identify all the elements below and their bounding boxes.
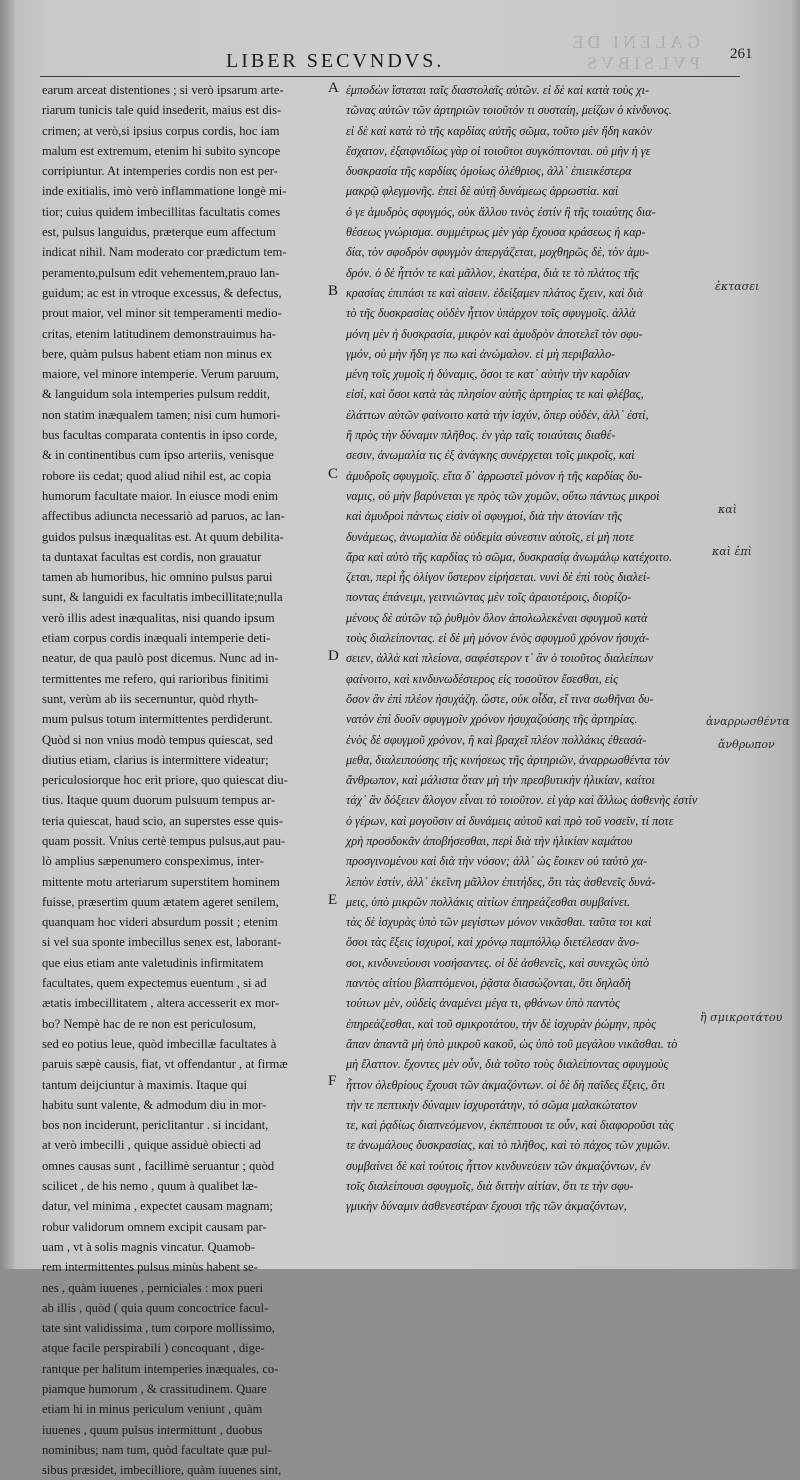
greek-text-line: σειεν, ἀλλὰ καὶ πλείονα, σαφέστερον τ᾽ ἂν ὁ τοιοῦτος διαλείπων <box>346 651 654 666</box>
greek-text-line: φαίνοιτο, καὶ κινδυνωδέστερος εἰς τοσοῦτον ἔσεσθαι, εἰς <box>346 671 619 686</box>
greek-text-line: δυνάμεως, ἀνωμαλία δὲ οὐδεμία σύνεστιν αὐτοῖς, εἰ μὴ ποτε <box>346 529 634 544</box>
latin-text-line: tamen ab humoribus, hic omnino pulsus parui <box>42 570 273 585</box>
margin-note-6: ἢ σμικροτάτου <box>700 1011 783 1024</box>
latin-text-line: teria quiescat, haud scio, an superstes esse quis- <box>42 813 283 828</box>
greek-text-line: μεις, ὑπὸ μικρῶν πολλάκις αἰτίων ἐπηρεάζεσθαι συμβαίνει. <box>346 894 631 909</box>
greek-text-line: μένους δὲ αὐτῶν τῷ ῥυθμὸν ὅλον ἀπολωλεκέναι σφυγμοῦ κατὰ <box>346 610 648 625</box>
greek-text-line: τε ἀνωμάλους δυσκρασίας, καὶ τὸ πλῆθος, καὶ τὸ πάχος τῶν χυμῶν. <box>346 1138 671 1153</box>
margin-note-5: ἄνθρωπον <box>718 738 775 751</box>
section-marker-e: E <box>328 892 338 908</box>
latin-text-line: crimen; at verò,si ipsius corpus cordis, hoc iam <box>42 123 280 138</box>
section-marker-f: F <box>328 1073 337 1089</box>
latin-text-line: nominibus; nam tum, quòd facultate quæ pul- <box>42 1442 272 1457</box>
latin-column <box>42 80 326 1480</box>
greek-text-line: τε, καὶ ῥᾳδίως διαπνεόμενον, ἐκπέπτουσι τε οὖν, καὶ διαφοροῦσι τὰς <box>346 1118 674 1133</box>
greek-text-line: ποντας ἐπάνειμι, γειτνιῶντας μὲν τοῖς ἀραιοτέροις, διορίζο- <box>346 590 632 605</box>
section-marker-c: C <box>328 466 339 482</box>
page-edge <box>790 0 800 1269</box>
greek-text-line: νατὸν ἐπὶ δυοῖν σφυγμοῖν χρόνον ἡσυχαζούσης τῆς ἀρτηρίας. <box>346 712 638 727</box>
latin-text-line: que eius etiam ante valetudinis infirmitatem <box>42 955 264 970</box>
latin-text-line: guidos pulsus inæqualitas est. At quum debilita- <box>42 529 284 544</box>
latin-text-line: piamque humorum , & crassitudinem. Quare <box>42 1382 267 1396</box>
latin-text-line: prout maior, vel minor sit temperamenti medio- <box>42 306 282 321</box>
header-rule <box>40 76 740 77</box>
greek-text-line: ἅπαν ἀπαντᾶ μὴ ὑπὸ μικροῦ κακοῦ, ὡς ὑπὸ τοῦ μεγάλου νικᾶσθαι. τὸ <box>346 1036 678 1051</box>
greek-text-line: ἐλάττων αὐτῶν φαίνοιτο κατὰ τὴν ἰσχύν, ὅπερ οὐδέν, ἀλλ᾽ ἐστί, <box>346 407 649 422</box>
greek-text-line: ἢ πρὸς τὴν δύναμιν πλῆθος. ἐν γὰρ ταῖς τοιαύταις διαθέ- <box>346 428 616 443</box>
greek-text-line: ὁ γέρων, καὶ μογοῦσιν αἱ δυνάμεις αὐτοῦ καὶ πρὸ τοῦ νοσεῖν, τί ποτε <box>346 813 674 828</box>
latin-text-line: guidum; ac est in vtroque excessus, & defectus, <box>42 285 282 300</box>
greek-column <box>346 80 698 1217</box>
greek-text-line: καὶ ἀμυδροὶ πάντως εἰσὶν οἱ σφυγμοί, διὰ τὴν ἀτονίαν τῆς <box>346 509 623 524</box>
greek-text-line: ἐπηρεάζεσθαι, καὶ τοῦ σμικροτάτου, τὴν δὲ ἰσχυρὰν ῥώμην, πρὸς <box>346 1016 657 1031</box>
latin-text-line: bus facultas comparata contentis in ipso corde, <box>42 428 278 443</box>
latin-text-line: & languidum sola intemperies pulsum reddit, <box>42 387 271 402</box>
latin-text-line: mittente motu arteriarum superstitem hominem <box>42 874 280 889</box>
greek-text-line: ὅσοι τὰς ἕξεις ἰσχυροί, καὶ χρόνῳ παμπόλλῳ διετέλεσαν ἄνο- <box>346 935 640 950</box>
section-marker-b: B <box>328 283 339 299</box>
latin-text-line: quam possit. Vnius certè tempus pulsus,aut pau- <box>42 833 286 848</box>
greek-text-line: μένη τοῖς χυμοῖς ἡ δύναμις, ὅσοι τε κατ᾽ αὐτὴν τὴν καρδίαν <box>346 367 630 382</box>
latin-text-line: sunt, & languidi ex facultatis imbecillitate;nulla <box>42 590 283 605</box>
greek-text-line: ἄνθρωπον, καὶ μάλιστα ὅταν μὴ τὴν πρεσβυτικὴν ἡλικίαν, καίτοι <box>346 773 655 788</box>
bleed-through-text: GALENI DE PVLSIBVS <box>568 32 700 73</box>
latin-text-line: atque facile perspirabili ) concoquant , dige- <box>42 1341 265 1356</box>
greek-text-line: θέσεως γνώρισμα. συμμέτρως μὲν γὰρ ἔχουσα κράσεως ἡ καρ- <box>346 225 646 240</box>
latin-text-line: corripiuntur. At intemperies cordis non est per- <box>42 164 278 179</box>
latin-text-line: tate sint validissima , tum corpore mollissimo, <box>42 1321 275 1336</box>
greek-text-line: τὴν τε πεπτικὴν δύναμιν ἰσχυροτάτην, τό σῶμα μαλακώτατον <box>346 1097 638 1112</box>
latin-text-line: tius. Itaque quum duorum pulsuum tempus ar- <box>42 793 276 808</box>
latin-text-line: critas, etenim latitudinem demonstrauimus ha- <box>42 326 276 341</box>
latin-text-line: datur, vel minima , expectet causam magnam; <box>42 1199 273 1214</box>
latin-text-line: malum est extremum, etenim hi subito syncope <box>42 143 281 158</box>
latin-text-line: bo? Nempè hac de re non est periculosum, <box>42 1016 257 1031</box>
latin-text-line: iuuenes , quum pulsus intermittunt , duobus <box>42 1422 263 1437</box>
latin-text-line: habitu sunt valente, & admodum diu in mor- <box>42 1097 267 1112</box>
latin-text-line: tantum deijciuntur à maximis. Itaque qui <box>42 1077 247 1092</box>
latin-text-line: riarum tunicis tale quid insederit, maius est dis- <box>42 103 282 118</box>
greek-text-line: μεθα, διαλειπούσης τῆς κινήσεως τῆς ἀρτηριῶν, ἀναρρωσθέντα τὸν <box>346 752 670 767</box>
greek-text-line: ναμις, οὐ μὴν βαρύνεται γε πρὸς τῶν χυμῶν, οὕτω πάντως μικροὶ <box>346 488 660 503</box>
greek-text-line: γμόν, οὐ μὴν ἤδη γε πω καὶ ἀνώμαλον. εἰ μὴ περιβαλλο- <box>346 346 616 361</box>
latin-text-line: earum arceat distentiones ; si verò ipsarum arte- <box>42 83 284 97</box>
latin-text-line: mum pulsus totum intermittentes perdiderunt. <box>42 712 273 727</box>
margin-note-3: καὶ ἐπὶ <box>712 545 752 558</box>
greek-text-line: εἰ δὲ καὶ κατὰ τὸ τῆς καρδίας αὐτῆς σῶμα, τοῦτο μὲν ἤδη κακὸν <box>346 123 652 138</box>
running-head: LIBER SECVNDVS. <box>226 50 445 72</box>
latin-text-line: sibus præsidet, imbecilliore, quàm iuuenes sint, <box>42 1463 282 1478</box>
latin-text-line: robore iis cedat; quod aliud nihil est, ac copia <box>42 468 272 483</box>
latin-text-line: robur validorum omnem excipit causam par- <box>42 1219 267 1234</box>
latin-text-line: & in continentibus cum ipso arteriis, venisque <box>42 448 274 463</box>
greek-text-line: ὅσον ἂν ἐπὶ πλέον ἡσυχάζη. ὥστε, οὐκ οἶδα, εἴ τινα σωθῆναι δυ- <box>346 691 654 706</box>
latin-text-line: termittentes me refero, qui rarioribus finitimi <box>42 671 269 686</box>
greek-text-line: δρόν. ὁ δὲ ἧττόν τε καὶ μᾶλλον, ἑκατέρα, διὰ τε τὸ πλάτος τῆς <box>346 265 639 280</box>
greek-text-line: γμικὴν δύναμιν ἀσθενεστέραν ἔχουσι τῆς τῶν ἀκμαζόντων, <box>346 1199 627 1214</box>
section-marker-d: D <box>328 648 339 664</box>
latin-text-line: Quòd si non vnius modò tempus quiescat, sed <box>42 732 273 747</box>
greek-text-line: εἰσί, καὶ ὅσοι κατὰ τὰς πλησίον αὐτῆς ἀρτηρίας τε καὶ φλέβας, <box>346 387 644 402</box>
latin-text-line: non statim inæqualem tamen; nisi cum humori- <box>42 407 281 422</box>
section-marker-a: A <box>328 80 339 96</box>
greek-text-line: σεσιν, ἀνωμαλία τις ἐξ ἀνάγκης συνέρχεται τοῖς μικροῖς, καὶ <box>346 448 635 463</box>
margin-note-4: ἀναρρωσθέντα <box>706 715 790 728</box>
greek-text-line: ἔσχατον, ἐξαιφνιδίως γὰρ οἱ τοιοῦτοι συγκόπτονται. οὐ μὴν ἡ γε <box>346 143 651 158</box>
latin-text-line: sed eo potius leue, quòd imbecillæ facultates à <box>42 1036 277 1051</box>
greek-text-line: ἐμποδὼν ἵσταται ταῖς διαστολαῖς αὐτῶν. εἰ δὲ καὶ κατὰ τοὺς χι- <box>346 83 650 97</box>
greek-text-line: ἑνὸς δὲ σφυγμοῦ χρόνον, ἢ καὶ βραχεῖ πλέον πολλάκις ἐθεασά- <box>346 732 647 747</box>
latin-text-line: fuisse, præsertim quum ætatem ageret senilem, <box>42 894 279 909</box>
greek-text-line: τῶνας αὐτῶν τῶν ἀρτηριῶν τοιοῦτόν τι συσταίη, μείζων ὁ κίνδυνος. <box>346 103 672 118</box>
latin-text-line: etiam corpus cordis inæquali intemperie deti- <box>42 631 271 646</box>
latin-text-line: bos non inciderunt, periclitantur . si incidant, <box>42 1118 269 1133</box>
latin-text-line: facultates, quem expectemus euentum , si ad <box>42 976 267 991</box>
latin-text-line: rem intermittentes pulsus minùs habent se- <box>42 1260 258 1275</box>
greek-text-line: μόνη μὲν ἡ δυσκρασία, μικρὸν καὶ ἀμυδρὸν ἀποτελεῖ τὸν σφυ- <box>346 326 643 341</box>
latin-text-line: rantque per halitum intemperies inæquales, co- <box>42 1361 279 1376</box>
latin-text-line: uam , vt à solis magnis vincatur. Quamob- <box>42 1239 256 1254</box>
margin-note-2: καὶ <box>718 503 737 516</box>
latin-text-line: ab illis , quòd ( quia quum concoctrice facul- <box>42 1300 269 1315</box>
latin-text-line: si vel sua sponte imbecillus senex est, laborant- <box>42 935 282 950</box>
greek-text-line: μακρῷ φλεγμονῆς. ἐπεὶ δὲ αὐτῇ δυνάμεως ἀρρωστία. καὶ <box>346 184 619 199</box>
latin-text-line: affectibus adiuncta necessariò ad paruos, ac lan- <box>42 509 285 524</box>
latin-text-line: est, pulsus languidus, præterque eum affectum <box>42 225 276 240</box>
margin-note-1: ἐκτασει <box>715 280 760 293</box>
latin-text-line: indicat nihil. Nam moderato cor prædictum tem- <box>42 245 287 260</box>
latin-text-line: maiore, vel minore intemperie. Verum paruum, <box>42 367 279 382</box>
greek-text-line: κρασίας ἐπιπάσι τε καὶ αἰσειν. ἐδείξαμεν πλάτος ἔχειν, καὶ διὰ <box>346 285 643 300</box>
latin-text-line: at verò imbecilli , quique assiduè obiecti ad <box>42 1138 261 1153</box>
greek-text-line: τὰς δὲ ἰσχυρὰς ὑπὸ τῶν μεγίστων μόνον νικᾶσθαι. ταῦτα τοι καὶ <box>346 915 652 930</box>
greek-text-line: ὁ γε ἀμυδρὸς σφυγμός, οὐκ ἄλλου τινὸς ἐστίν ἢ τῆς τοιαύτης δια- <box>346 204 656 219</box>
latin-text-line: tior; cuius quidem imbecillitas facultatis comes <box>42 204 281 219</box>
greek-text-line: ἧττον ὀλεθρίους ἔχουσι τῶν ἀκμαζόντων. οἱ δὲ δὴ παῖδες ἔξεις, ὅτι <box>346 1077 666 1092</box>
page-number: 261 <box>730 46 753 62</box>
greek-text-line: χρὴ προσδοκᾶν ἀποβήσεσθαι, περὶ διὰ τὴν ἡλικίαν καμάτου <box>346 833 633 848</box>
greek-text-line: ἄρα καὶ αὐτὸ τῆς καρδίας τὸ σῶμα, δυσκρασίᾳ ἀνωμάλῳ κατέχοιτο. <box>346 549 673 564</box>
greek-text-line: παντὸς αἰτίου βλαπτόμενοι, ῥᾷστα διασώζονται, ὅτι δηλαδὴ <box>346 976 631 991</box>
greek-text-line: δία, τὸν σφοδρὸν σφυγμὸν ἀπεργάζεται, μοχθηρῶς δὲ, τὸν ἀμυ- <box>346 245 649 260</box>
greek-text-line: τάχ᾽ ἂν δόξειεν ἄλογον εἶναι τὸ τοιοῦτον. εἰ γὰρ καὶ ἄλλως ἀσθενὴς ἐστίν <box>346 793 698 808</box>
latin-text-line: etiam hi in minus periculum veniunt , quàm <box>42 1402 263 1417</box>
latin-text-line: peramento,pulsum edit vehementem,prauo lan- <box>42 265 280 280</box>
latin-text-line: diutius etiam, clarius is intermittere videatur; <box>42 752 269 767</box>
greek-text-line: ἀμυδροῖς σφυγμοῖς. εἴτα δ᾽ ἀρρωστεῖ μόνον ἡ τῆς καρδίας δυ- <box>346 468 643 483</box>
greek-text-line: σοι, κινδυνεύουσι νοσήσαντες. οἱ δὲ ἀσθενεῖς, καὶ συνεχῶς ὑπὸ <box>346 955 650 970</box>
greek-text-line: τοὺς διαλείποντας. εἰ δὲ μὴ μόνον ἑνὸς σφυγμοῦ χρόνον ἡσυχά- <box>346 631 650 646</box>
latin-text-line: paruis sæpè causis, fiat, vt offendantur , at firmæ <box>42 1057 288 1072</box>
latin-text-line: ætatis imbecillitatem , altera accesserit ex mor- <box>42 996 280 1011</box>
latin-text-line: scilicet , de his nemo , quum à qualibet læ- <box>42 1179 258 1194</box>
greek-text-line: μὴ ἔλαττον. ἔχοντες μὲν οὖν, διὰ τοῦτο τοὺς διαλείποντας σφυγμοὺς <box>346 1057 669 1072</box>
greek-text-line: τοῖς διαλείπουσι σφυγμοῖς, διὰ διττὴν αἰτίαν, ὅτι τε τὴν σφυ- <box>346 1179 634 1194</box>
latin-text-line: quanquam hoc videri absurdum possit ; etenim <box>42 915 278 930</box>
greek-text-line: ζεται, περὶ ἧς ὀλίγον ὕστερον εἰρήσεται. νυνὶ δὲ ἐπὶ τοὺς διαλεί- <box>346 570 651 585</box>
latin-text-line: omnes causas sunt , facillimè seruantur ; quòd <box>42 1158 275 1173</box>
latin-text-line: neatur, de qua paulò post dicemus. Nunc ad in- <box>42 651 279 666</box>
greek-text-line: τούτων μὲν, οὐδεὶς ἀναμένει μέγα τι, φθάνων ὑπὸ παντὸς <box>346 996 620 1011</box>
latin-text-line: periculosiorque hoc erit priore, quo quiescat diu- <box>42 773 288 788</box>
greek-text-line: δυσκρασία τῆς καρδίας ὁμοίως ὀλέθριος, ἀλλ᾽ ἐπιεικέστερα <box>346 164 632 179</box>
page-gutter <box>0 0 14 1269</box>
latin-text-line: lò amplius sæpenumero conspeximus, inter- <box>42 854 264 869</box>
greek-text-line: συμβαίνει δὲ καὶ τούτοις ἧττον κινδυνεύειν τῶν ἀκμαζόντων, ἐν <box>346 1158 651 1173</box>
latin-text-line: verò illis adest inæqualitas, nisi quando ipsum <box>42 610 275 625</box>
latin-text-line: bere, quàm pulsus habent etiam non minus ex <box>42 346 273 361</box>
latin-text-line: inde exitialis, imò verò inflammatione longè mi- <box>42 184 287 199</box>
greek-text-line: προσγινομένου καὶ διὰ τὴν νόσον; ἀλλ᾽ ὡς ἔοικεν οὐ ταὐτὸ χα- <box>346 854 648 869</box>
latin-text-line: nes , quàm iuuenes , perniciales : mox pueri <box>42 1280 264 1295</box>
latin-text-line: humorum facultate maior. In eiusce modi enim <box>42 488 279 503</box>
greek-text-line: λεπὸν ἐστίν, ἀλλ᾽ ἐκεῖνη μᾶλλον ἐπιτήδες, ὅτι τὰς ἀσθενεῖς δυνά- <box>346 874 656 889</box>
latin-text-line: ta duntaxat facultas est cordis, non grauatur <box>42 549 262 564</box>
latin-text-line: sunt, verùm ab iis secernuntur, quòd rhyth- <box>42 691 259 706</box>
greek-text-line: τὸ τῆς δυσκρασίας οὐδὲν ἧττον ὑπάρχον τοῖς σφυγμοῖς. ἀλλὰ <box>346 306 636 321</box>
